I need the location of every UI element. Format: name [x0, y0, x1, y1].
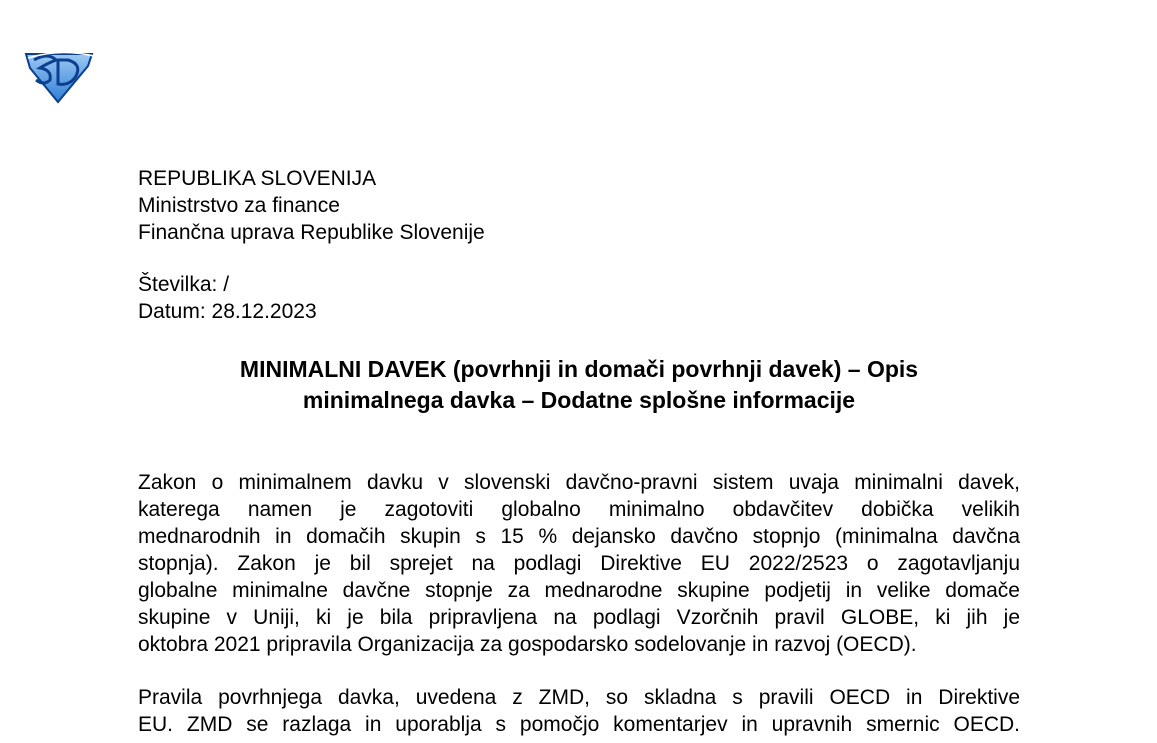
- document-meta: [138, 271, 317, 325]
- document-date: Datum: 28.12.2023: [138, 300, 317, 323]
- title-line-1: MINIMALNI DAVEK (povrhnji in domači povrhnji davek) – Opis: [239, 356, 919, 382]
- document-title: [138, 354, 1020, 416]
- paragraph-line: Pravila povrhnjega davka, uvedena z ZMD, so skladna s pravili OECD in Direktive: [138, 686, 1020, 709]
- document-number: Številka: /: [138, 273, 230, 296]
- paragraph-line: oktobra 2021 pripravila Organizacija za gospodarsko sodelovanje in razvoj (OECD).: [138, 633, 917, 656]
- paragraph-line: stopnja). Zakon je bil sprejet na podlagi Direktive EU 2022/2523 o zagotavljanju: [138, 552, 1020, 575]
- paragraph-line: katerega namen je zagotoviti globalno minimalno obdavčitev dobička velikih: [138, 498, 1020, 521]
- paragraph-line: globalne minimalne davčne stopnje za mednarodne skupine podjetij in velike domače: [138, 579, 1020, 602]
- body-paragraph-1: [138, 469, 1020, 658]
- country-name: REPUBLIKA SLOVENIJA: [138, 167, 377, 190]
- paragraph-line: Zakon o minimalnem davku v slovenski davčno-pravni sistem uvaja minimalni davek,: [138, 471, 1020, 494]
- ministry-name: Ministrstvo za finance: [138, 194, 340, 217]
- paragraph-line: mednarodnih in domačih skupin s 15 % dejansko davčno stopnjo (minimalna davčna: [138, 525, 1020, 548]
- agency-name: Finančna uprava Republike Slovenije: [138, 221, 485, 244]
- body-paragraph-2: [138, 684, 1020, 738]
- paragraph-line: EU. ZMD se razlaga in uporablja s pomočjo komentarjev in upravnih smernic OECD.: [138, 713, 1020, 736]
- paragraph-line: skupine v Uniji, ki je bila pripravljena na podlagi Vzorčnih pravil GLOBE, ki jih je: [138, 606, 1020, 629]
- issuer-block: [138, 165, 485, 246]
- title-line-2: minimalnega davka – Dodatne splošne informacije: [302, 387, 856, 413]
- fu-logo-icon: [22, 48, 96, 104]
